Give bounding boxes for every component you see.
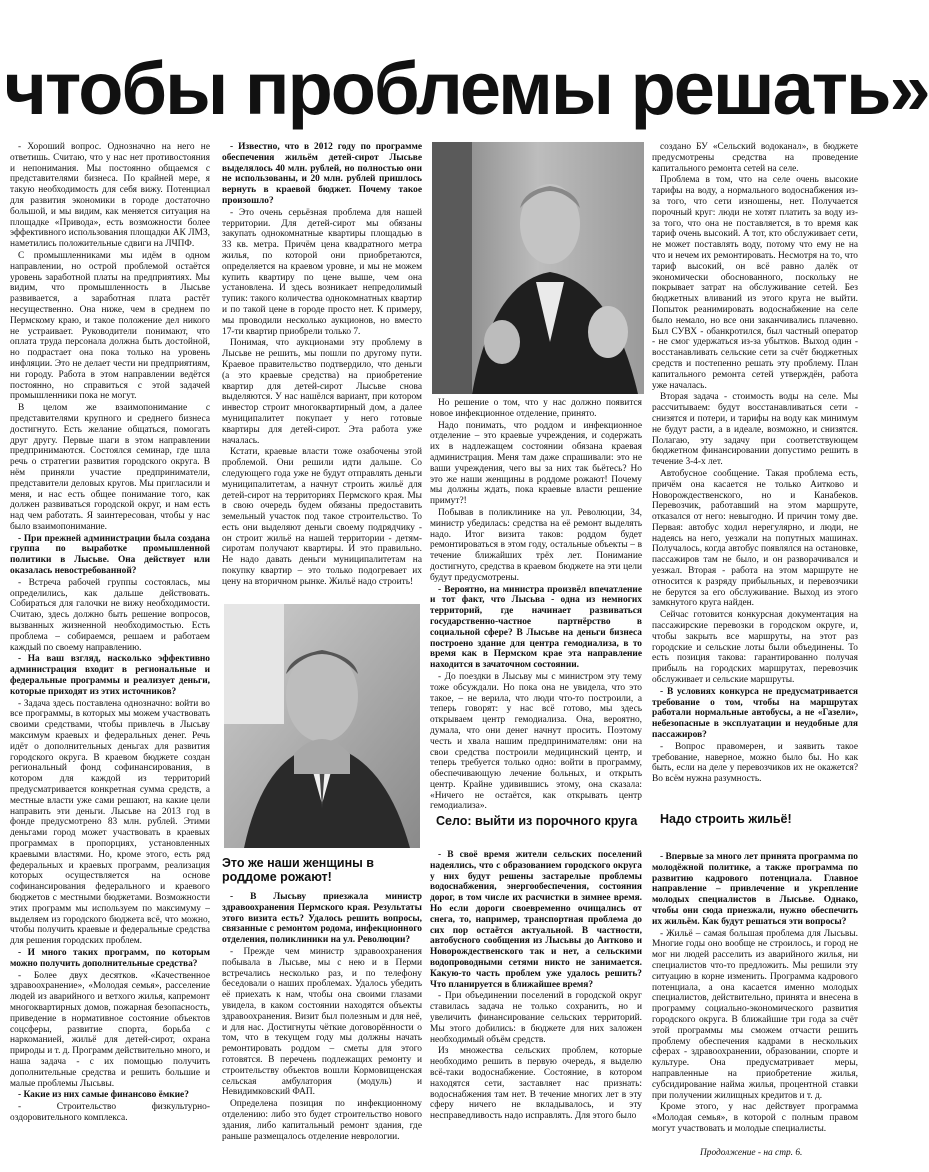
text-column-3-bottom: [430, 850, 642, 1158]
text-column-4-top: [652, 142, 858, 798]
photo-official-portrait: [224, 604, 420, 848]
subheading-housing: Надо строить жильё!: [660, 812, 792, 826]
paragraph: - Строительство физкультурно-оздоровительного комплекса.: [10, 1102, 210, 1123]
photo-official-gesturing: [432, 142, 644, 394]
paragraph: Понимая, что аукционами эту проблему в Лысьве не решить, мы пошли по другому пути. Краевое правительство подтвердило, что деньги (а это краевые средства) на приобретение квартир для детей-сирот Лысьве снова выделяются. У нас нашёлся вариант, при котором инвестор строит многоквартирный дом, а далее муниципалитет покупает у него готовые квартиры для детей-сирот. Эта работа уже началась.: [222, 338, 422, 446]
question-paragraph: - Какие из них самые финансово ёмкие?: [18, 1090, 189, 1101]
paragraph: Из множества сельских проблем, которые необходимо решить в первую очередь, я выделю всё-таки водоснабжение. Состояние, в котором находятся сети, заставляет нас признать: водоснабжения там нет. В течение многих лет в эту сферу ничего не вкладывалось, и эту несправедливость надо исправлять. Для этого было: [430, 1046, 642, 1122]
question-paragraph: - На ваш взгляд, насколько эффективно администрация входит в региональные и федеральные программы и реализует деньги, которые приходят из этих источников?: [10, 654, 210, 697]
paragraph: Но решение о том, что у нас должно появится новое инфекционное отделение, принято.: [430, 398, 642, 419]
question-paragraph: - Впервые за много лет принята программа по молодёжной политике, а также программа по развитию кадрового потенциала. Главное направление – привлечение и укрепление молодых специалистов в Лысьве. Однако, чтобы они сюда приезжали, нужно обеспечить их жильём. Как будут решаться эти вопросы?: [652, 852, 858, 927]
paragraph: Кстати, краевые власти тоже озабочены этой проблемой. Они решили идти дальше. Со следующего года уже не будут отправлять деньги муниципалитетам, а начнут строить жильё для детей-сирот на территориях Пермского края. Мы в свою очередь будем обязаны предоставить земельный участок под такое строительство. То есть они выделяют деньги своему подрядчику - он строит жильё на нашей территории - детям-сиротам получают квартиры. И это правильно. Не надо давать деньги муниципалитетам на покупку квартир – это только подогревает их цену на вторичном рынке. Жильё надо строить!: [222, 447, 422, 587]
paragraph: Надо понимать, что роддом и инфекционное отделение – это краевые учреждения, и содержать их в надлежащем состоянии обязана краевая администрация. Меня там даже спрашивали: это не ваши учреждения, чего вы за них так бьётесь? Но это же наши женщины в роддоме рожают! Почему мы должны ждать, пока краевые власти решение примут?!: [430, 420, 642, 507]
paragraph: С промышленниками мы идём в одном направлении, но острой проблемой остаётся уровень заработной платы на предприятиях. Мы видим, что промышленность в Лысьве развивается, а заработная плата растёт несущественно. Она ниже, чем в среднем по Пермскому краю, и такое положение дел никого не устраивает. Руководители понимают, что оплата труда персонала должна быть достойной, но подрастает она пока только на уровень инфляции. Это не делает чести ни предприятиям, ни городу. Работа в этом направлении ведётся постоянно, но справиться с этой задачей промышленники пока не могут.: [10, 250, 210, 402]
paragraph: - Задача здесь поставлена однозначно: войти во все программы, в которых мы можем участвовать своими средствами, чтобы привлечь в Лысьву максимум краевых и федеральных денег. Речь идёт о дополнительных деньгах для развития городского округа. В краевом бюджете создан региональный фонд софинансирования, в котором для каждой из территорий предусматривается конкретная сумма средств, а местные власти уже сами решают, на какие цели направить эти деньги. Лысьве на 2013 год в фонде предусмотрено 83 млн. рублей. Этими деньгами город может участвовать в краевых программах в пропорциях, установленных краевыми властями. Но, кроме этого, есть ряд федеральных и краевых программ, реализация которых осуществляется на основе софинансирования федерального и краевого бюджетов с местными бюджетами. Возможности этих программ мы используем по максимуму – выделяем из городского бюджета всё, что можно, чтобы получить краевые и федеральные средства для решения городских проблем.: [10, 698, 210, 947]
question-paragraph: - И много таких программ, по которым можно получить дополнительные средства?: [10, 947, 210, 969]
paragraph: - Это очень серьёзная проблема для нашей территории. Для детей-сирот мы обязаны закупать однокомнатные квартиры площадью в 33 кв. метра. Причём цена квадратного метра жилья, по которой они приобретаются, определяется на краевом уровне, и мы не можем купить квартиру по цене выше, чем она установлена. И здесь возникает непредолимый тупик: такого количества однокомнатных квартир и по такой цене в городе просто нет. К примеру, мы проводили несколько аукционов, но вместо 17-ти квартир приобрели только 7.: [222, 207, 422, 337]
paragraph: Кроме этого, у нас действует программа «Молодая семья», в которой с полным правом могут участвовать и молодые специалисты.: [652, 1102, 858, 1134]
text-column-1: [10, 142, 210, 1158]
question-paragraph: - При прежней администрации была создана группа по выработке промышленной политики в Лысьве. Она действует или оказалась невостребованной?: [10, 533, 210, 577]
text-column-4-bottom: [652, 852, 858, 1158]
paragraph: - Более двух десятков. «Качественное здравоохранение», «Молодая семья», расселение людей из аварийного и ветхого жилья, капремонт многоквартирных домов, пожарная безопасность, приведение в нормативное состояние объектов соцсферы, развитие спорта, борьба с наркоманией, жильё для детей-сирот, охрана природы и т. д. Программ действительно много, и наша задача - с их помощью получить дополнительные средства и решить большие и малые проблемы Лысьвы.: [10, 970, 210, 1089]
question-paragraph: - Вероятно, на министра произвёл впечатление и тот факт, что Лысьва - одна из немногих территорий, где начинает развиваться государственно-частное партнёрство в социальной сфере? В Лысьве на деньги бизнеса построено здание для центра гемодиализа, в то время как в Пермском крае эта направление находится в зачаточном состоянии.: [430, 584, 642, 671]
paragraph: - Хороший вопрос. Однозначно на него не ответишь. Считаю, что у нас нет противостояния и непонимания. Мы постоянно общаемся с представителями бизнеса. По крайней мере, я такую необходимость для себя вижу. Потенциал для развития экономики в городе достаточно большой, и мы видим, как меняется ситуация на площадке «Привода», есть возможности более эффективного использования площадки АК ЛМЗ, наметились положительные сдвиги на ЛЧПФ.: [10, 142, 210, 250]
question-paragraph: - В своё время жители сельских поселений надеялись, что с образованием городского округа у них будут решены застарелые проблемы водоснабжения, энергообеспечения, состояния дорог, в том числе их расчистки в зимнее время. Но если дороги своевременно очищались от снега, то, например, транспортная проблема до сих пор остаётся актуальной. В частности, автобусного сообщения из Лысьвы до Аитково и Новорождественского так и нет, а сельскими водопроводными сетями никто не занимается. Какую-то часть проблем уже удалось решить? Что планируется в ближайшее время?: [430, 850, 642, 990]
paragraph: - Вопрос правомерен, и заявить такое требование, наверное, можно было бы. Но как быть, если на деле у перевозчиков их не окажется? Во всём нужна разумность.: [652, 741, 858, 785]
text-column-3-top: [430, 398, 642, 812]
paragraph: - Прежде чем министр здравоохранения побывала в Лысьве, мы с нею и в Перми встречались несколько раз, и по телефону беседовали о наших проблемах. Удалось убедить её приехать к нам, чтобы она своими глазами увидела, в каком состоянии находятся объекты здравоохранения. Визит был полезным и для неё, и для нас. Достигнуты чёткие договорённости о том, что в текущем году мы должны начать ремонтировать роддом – сметы для этого готовятся. В перечень подлежащих ремонту и строительству объектов вошли Кормовищенская сельская амбулатория (модуль) и Невидимковский ФАП.: [222, 946, 422, 1098]
article-headline: чтобы проблемы решать»: [4, 47, 929, 130]
subheading-village: Село: выйти из порочного круга: [436, 814, 638, 828]
question-paragraph: - В Лысьву приезжала министр здравоохранения Пермского края. Результаты этого визита есть? Удалось решить вопросы, связанные с ремонтом родома, инфекционного отделения, поликлиники на ул. Революции?: [222, 892, 422, 946]
question-paragraph: - В условиях конкурса не предусматривается требование о том, чтобы на маршрутах работали нормальные автобусы, а не «Газели», небезопасные в эксплуатации и неудобные для пассажиров?: [652, 686, 858, 741]
paragraph: - Встреча рабочей группы состоялась, мы определились, как дальше действовать. Собираться для галочки не вижу необходимости. Считаю, здесь должно быть решение вопросов, вызванных жизненной необходимостью. Есть проблема – собираемся, решаем и работаем каждый по своему направлению.: [10, 577, 210, 653]
subheading-maternity: Это же наши женщины в роддоме рожают!: [222, 856, 374, 884]
paragraph: - Жильё – самая большая проблема для Лысьвы. Многие годы оно вообще не строилось, и город не мог ни людей расселить из аварийного жилья, ни специалистов что-то предложить. Мы решили эту ситуацию в корне изменить. Программа кадрового потенциала, а она касается именно молодых специалистов, действительно, принята и внесена в программу социально-экономического развития городского округа. В ближайшие три года за счёт этой программы мы сможем отчасти решить проблему обеспечения кадрами в нескольких сферах - здравоохранении, образовании, спорте и культуре. Она предусматривает меры, направленные на приобретение жилья, субсидирование найма жилья, процентной ставки при получении жилищных кредитов и т. д.: [652, 928, 858, 1101]
paragraph: Вторая задача - стоимость воды на селе. Мы рассчитываем: будут восстанавливаться сети - снизятся и потери, и тарифы на воду как минимум не будут расти, а в идеале, возможно, и снизятся. Полагаю, эту задачу при соответствующем бюджетном финансировании допустимо решить в течение 3-4-х лет.: [652, 392, 858, 468]
paragraph: В целом же взаимопонимание с представителями крупного и среднего бизнеса достигнуто. Есть желание общаться, помогать друг другу. Первые шаги в этом направлении предпринимаются. Состоялся семинар, где шла речь о стратегии развития городского округа. В нём приняли участие предприниматели, представители деловых кругов. Мы пригласили и меня, и нас есть общее понимание того, как должен развиваться городской округ, и нам есть над чем работать. Я заинтересован, чтобы у нас было взаимопонимание.: [10, 403, 210, 532]
paragraph: создано БУ «Сельский водоканал», в бюджете предусмотрены средства на проведение капитального ремонта сетей на селе.: [652, 142, 858, 174]
paragraph: Сейчас готовится конкурсная документация на пассажирские перевозки в городском округе, и, чтобы закрыть все маршруты, на этот раз городские и сельские лоты были объединены. То есть позиция такова: гарантированно получая прибыль на городских маршрутах, перевозчик обслуживает и сельские маршруты.: [652, 610, 858, 686]
paragraph: - При объединении поселений в городской округ ставилась задача не только сохранить, но и увеличить финансирование сельских территорий. Мы этого добились: в бюджете для них заложен необходимый объём средств.: [430, 991, 642, 1045]
paragraph: - До поездки в Лысьву мы с министром эту тему тоже обсуждали. Но пока она не увидела, что это такое, – не верила, что люди что-то построили, а теперь говорят: у нас всё готово, мы здесь открываем центр гемодиализа. Она, вероятно, думала, что они денег начнут просить. Поэтому честь и хвала нашим предпринимателям: они на свои средства построили медицинский центр, и теперь требуется только одно: войти в программу, обеспечивающую лечение больных, и открыть центр. Крайне удивившись этому, она сказала: «Ничего не остаётся, как открывать центр гемодиализа».: [430, 671, 642, 812]
paragraph: Определена позиция по инфекционному отделению: либо это будет строительство нового здания, либо капитальный ремонт здания, где раньше размещалось отделение неврологии.: [222, 1099, 422, 1142]
text-column-2-bottom: [222, 892, 422, 1158]
paragraph: Автобусное сообщение. Такая проблема есть, причём она касается не только Аитково и Новорождественского, но и Канабеков. Перевозчик, работавший на этом маршруте, отказался от него: невыгодно. И причин тому две. Первая: автобус ходил нерегулярно, и люди, не надеясь на него, уезжали на попутных машинах. Получалось, когда автобус появлялся на остановке, пассажиров там не было, и он разворачивался и уезжал. Вторая - работа на этом маршруте не относится к разряду прибыльных, и перевозчики не берутся за его обслуживание. Выход из этого замкнутого круга найден.: [652, 468, 858, 609]
question-paragraph: - Известно, что в 2012 году по программе обеспечения жильём детей-сирот Лысьве выделялось 40 млн. рублей, но полностью они не использованы, и 20 млн. рублей пришлось вернуть в краевой бюджет. Почему такое произошло?: [222, 142, 422, 206]
paragraph: Проблема в том, что на селе очень высокие тарифы на воду, а нормального водоснабжения из-за того, что сети изношены, нет. Получается порочный круг: люди не хотят платить за воду из-за того, что она не поставляется, в то время как тариф очень высокий. А тот, кто обслуживает сети, не может поставлять воду, потому что ему не на что и нечем их ремонтировать. Несмотря на то, что тариф высокий, он всё равно далёк от экономически обоснованного, поскольку не покрывает затрат на обслуживание сетей. Без бюджетных вливаний из этого круга не выйти. Попыток реанимировать водоснабжение на селе было немало, но все они заканчивались плачевно. Был СУВХ - обанкротился, был частный оператор - не смог удержаться из-за убытков. Выход один - восстанавливать сельские сети за счёт бюджетных средств и постепенно решать эту проблему. План капитального ремонта сетей утверждён, работа уже началась.: [652, 175, 858, 391]
text-column-2-top: [222, 142, 422, 590]
paragraph: Побывав в поликлинике на ул. Революции, 34, министр убедилась: средства на её ремонт выделять надо. Итог визита таков: роддом будет ремонтироваться в этом году, остальные объекты – в течение ближайших трёх лет. Понимание достигнуто, средства в краевом бюджете на эти цели будут предусмотрены.: [430, 507, 642, 583]
continued-note: Продолжение - на стр. 6.: [700, 1148, 803, 1158]
